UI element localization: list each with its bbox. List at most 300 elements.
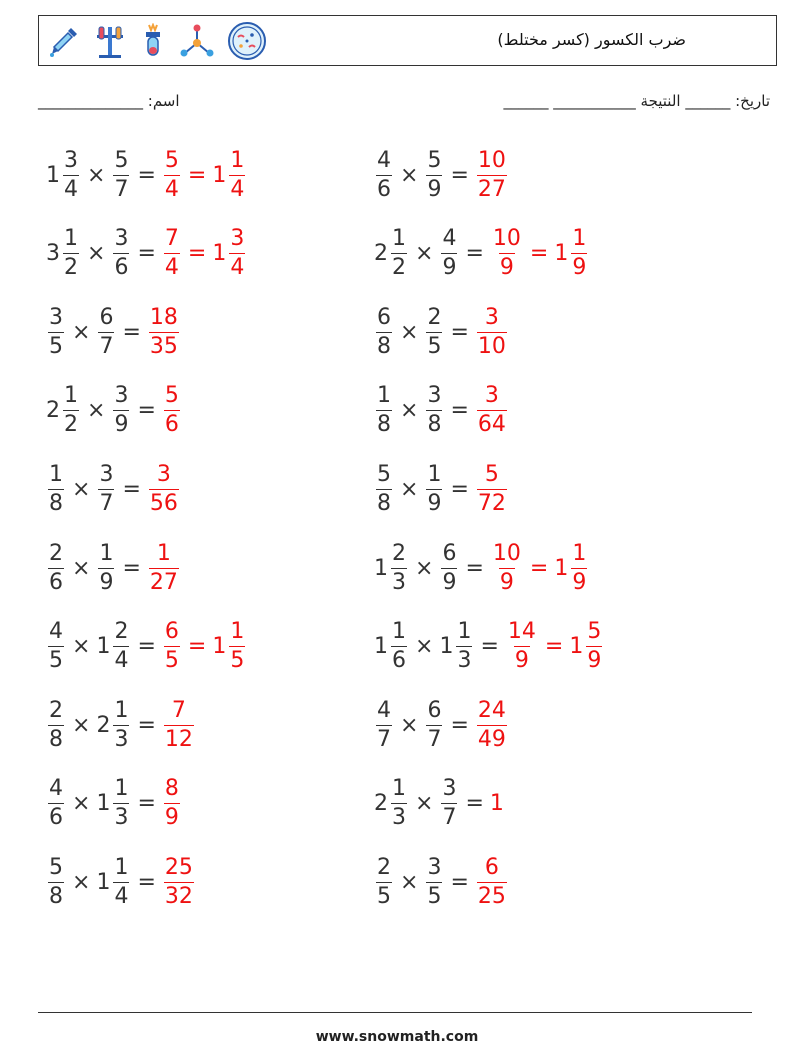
mixed-number: [374, 461, 394, 516]
numerator: 2: [49, 697, 63, 723]
denominator: 3: [392, 805, 406, 831]
denominator: 8: [49, 490, 63, 516]
denominator: 12: [164, 726, 193, 752]
whole-part: 1: [439, 634, 454, 660]
numerator: 3: [49, 304, 63, 330]
fraction: [149, 461, 179, 516]
fraction: [113, 147, 129, 202]
fraction: [426, 385, 442, 436]
numerator: 3: [427, 383, 442, 409]
mixed-number: [424, 385, 444, 436]
numerator: 5: [587, 619, 602, 645]
mixed-number: [490, 228, 524, 279]
numerator: 1: [392, 619, 406, 645]
equals-sign: =: [450, 398, 469, 424]
fraction: [113, 385, 129, 436]
problem-row: [374, 219, 589, 289]
numerator: 5: [164, 383, 179, 409]
answer: [475, 385, 509, 436]
mixed-number: [490, 540, 524, 595]
times-sign: ×: [400, 476, 419, 502]
fraction: [48, 461, 64, 516]
mixed-number: [96, 540, 116, 595]
fraction: [48, 854, 64, 909]
numerator: 18: [149, 304, 178, 330]
numerator: 25: [164, 854, 193, 880]
answer: [490, 791, 505, 816]
answer: [147, 540, 181, 595]
numerator: 5: [49, 854, 63, 880]
mixed-number: [475, 697, 509, 752]
fraction: [426, 854, 442, 909]
denominator: 6: [392, 648, 406, 674]
numerator: 2: [392, 540, 406, 566]
equals-sign: =: [450, 319, 469, 345]
fraction: [48, 697, 64, 752]
mixed-number: [111, 147, 131, 202]
numerator: 10: [492, 540, 521, 566]
mixed-number: [374, 385, 394, 436]
denominator: 3: [114, 805, 129, 831]
mixed-number: [374, 304, 394, 359]
mixed-number: [96, 461, 116, 516]
test-tube-rack-icon: [93, 23, 127, 59]
times-sign: ×: [400, 162, 419, 188]
mixed-number: [147, 304, 181, 359]
times-sign: ×: [400, 398, 419, 424]
denominator: 6: [49, 805, 63, 831]
test-tube-icon: [139, 23, 167, 59]
mixed-number: [475, 147, 509, 202]
mixed-number: [96, 697, 131, 752]
mixed-number: [46, 854, 66, 909]
mixed-number: [46, 228, 81, 279]
fraction: [376, 147, 392, 202]
mixed-number: [475, 461, 509, 516]
times-sign: ×: [87, 241, 106, 267]
equals-sign: =: [529, 241, 549, 267]
mixed-number: [212, 228, 247, 279]
denominator: 9: [114, 412, 129, 438]
times-sign: ×: [400, 319, 419, 345]
fraction: [391, 228, 407, 279]
denominator: 9: [99, 569, 114, 595]
answer: [162, 621, 247, 672]
whole-part: 1: [569, 634, 584, 660]
numerator: 3: [484, 383, 499, 409]
numerator: 1: [49, 461, 63, 487]
denominator: 32: [164, 883, 193, 909]
mixed-number: [439, 621, 474, 672]
fraction: [113, 854, 129, 909]
fraction: [113, 621, 129, 672]
answer: [162, 697, 196, 752]
numerator: 10: [492, 226, 521, 252]
fraction: [376, 385, 392, 436]
denominator: 5: [427, 333, 442, 359]
numerator: 4: [377, 697, 391, 723]
denominator: 27: [477, 176, 506, 202]
problem-row: [46, 769, 182, 839]
mixed-number: [475, 854, 509, 909]
fraction: [113, 778, 129, 829]
whole-part: 2: [374, 791, 388, 817]
denominator: 56: [149, 490, 178, 516]
equals-sign: =: [480, 634, 499, 660]
mixed-number: [46, 621, 66, 672]
fraction: [229, 147, 245, 202]
equals-sign: =: [465, 241, 484, 267]
problem-row: [374, 690, 509, 760]
mixed-number: [162, 385, 182, 436]
fraction: [426, 147, 442, 202]
mixed-number: [554, 228, 589, 279]
fraction: [164, 697, 194, 752]
denominator: 8: [427, 412, 442, 438]
mixed-number: [439, 540, 459, 595]
denominator: 2: [392, 255, 406, 281]
mixed-number: [46, 540, 66, 595]
mixed-number: [212, 147, 247, 202]
numerator: 1: [64, 226, 78, 252]
mixed-number: [424, 854, 444, 909]
fraction: [149, 540, 179, 595]
numerator: 4: [442, 226, 457, 252]
denominator: 9: [514, 648, 529, 674]
mixed-number: [111, 228, 131, 279]
mixed-number: [111, 385, 131, 436]
equals-sign: =: [187, 241, 207, 267]
equals-sign: =: [450, 869, 469, 895]
fraction: [477, 385, 507, 436]
numerator: 3: [484, 304, 499, 330]
problem-row: [374, 612, 604, 682]
problem-row: [46, 847, 196, 917]
numerator: 5: [427, 147, 442, 173]
mixed-number: [505, 621, 539, 672]
denominator: 9: [427, 490, 442, 516]
fraction: [164, 621, 180, 672]
fraction: [376, 697, 392, 752]
times-sign: ×: [87, 398, 106, 424]
equals-sign: =: [450, 162, 469, 188]
fraction: [391, 540, 407, 595]
mixed-number: [374, 228, 409, 279]
denominator: 9: [499, 569, 514, 595]
fraction: [48, 778, 64, 829]
denominator: 5: [164, 648, 179, 674]
icon-row: [47, 20, 267, 62]
mixed-number: [439, 228, 459, 279]
numerator: 6: [377, 304, 391, 330]
fraction: [113, 228, 129, 279]
answer: [162, 385, 182, 436]
denominator: 9: [587, 648, 602, 674]
denominator: 6: [164, 412, 179, 438]
problem-row: [46, 219, 247, 289]
equals-sign: =: [122, 319, 141, 345]
numerator: 3: [230, 226, 245, 252]
equals-sign: =: [137, 712, 156, 738]
denominator: 9: [442, 255, 457, 281]
denominator: 7: [99, 333, 114, 359]
denominator: 6: [114, 255, 129, 281]
equals-sign: =: [137, 634, 156, 660]
mixed-number: [96, 304, 116, 359]
whole-part: 3: [46, 241, 60, 267]
whole-part: 1: [374, 555, 388, 581]
mixed-number: [374, 854, 394, 909]
fraction: [164, 778, 180, 829]
mixed-number: [46, 461, 66, 516]
denominator: 5: [427, 883, 442, 909]
fraction: [441, 540, 457, 595]
denominator: 8: [377, 333, 391, 359]
header-box: [38, 15, 777, 66]
numerator: 1: [377, 383, 391, 409]
denominator: 4: [64, 176, 78, 202]
equals-sign: =: [137, 241, 156, 267]
fraction: [376, 304, 392, 359]
denominator: 7: [99, 490, 114, 516]
answer: [162, 147, 247, 202]
fraction: [492, 228, 522, 279]
denominator: 64: [477, 412, 506, 438]
mixed-number: [374, 540, 409, 595]
fraction: [98, 304, 114, 359]
problem-row: [374, 454, 509, 524]
problem-row: [46, 140, 247, 210]
fraction: [164, 854, 194, 909]
mixed-number: [424, 304, 444, 359]
denominator: 7: [377, 726, 391, 752]
mixed-number: [96, 854, 131, 909]
equals-sign: =: [187, 162, 207, 188]
dropper-icon: [47, 24, 81, 58]
whole-part: 1: [96, 634, 111, 660]
denominator: 3: [114, 726, 129, 752]
problem-row: [46, 612, 247, 682]
answer: [490, 540, 589, 595]
numerator: 4: [49, 619, 63, 645]
mixed-number: [162, 697, 196, 752]
problem-row: [46, 533, 181, 603]
answer: [475, 304, 509, 359]
numerator: 3: [99, 461, 114, 487]
numerator: 7: [164, 226, 179, 252]
times-sign: ×: [415, 555, 434, 581]
mixed-number: [147, 540, 181, 595]
fraction: [456, 621, 472, 672]
whole-part: 1: [96, 869, 111, 895]
denominator: 5: [230, 648, 245, 674]
mixed-number: [374, 147, 394, 202]
mixed-number: [424, 461, 444, 516]
numerator: 4: [49, 776, 63, 802]
numerator: 6: [99, 304, 114, 330]
numerator: 2: [427, 304, 442, 330]
mixed-number: [569, 621, 604, 672]
whole-part: 1: [374, 634, 388, 660]
denominator: 7: [442, 805, 457, 831]
whole-part: 2: [46, 398, 60, 424]
whole-part: 1: [96, 791, 111, 817]
times-sign: ×: [72, 869, 91, 895]
fraction: [48, 304, 64, 359]
times-sign: ×: [72, 319, 91, 345]
times-sign: ×: [415, 241, 434, 267]
whole-part: 1: [489, 791, 504, 817]
denominator: 8: [377, 412, 391, 438]
date-score-field: تاريخ: ______ النتيجة ___________ ______: [503, 92, 770, 110]
whole-part: 2: [374, 241, 388, 267]
numerator: 5: [164, 147, 179, 173]
numerator: 8: [164, 776, 179, 802]
denominator: 9: [499, 255, 514, 281]
denominator: 4: [230, 176, 245, 202]
denominator: 9: [164, 805, 179, 831]
numerator: 1: [572, 226, 587, 252]
numerator: 4: [377, 147, 391, 173]
worksheet-title: ضرب الكسور (كسر مختلط): [497, 30, 686, 49]
denominator: 8: [377, 490, 391, 516]
mixed-number: [147, 461, 181, 516]
numerator: 3: [427, 854, 442, 880]
mixed-number: [162, 778, 182, 829]
denominator: 2: [64, 255, 78, 281]
numerator: 24: [477, 697, 506, 723]
mixed-number: [46, 697, 66, 752]
name-field: اسم: ______________: [38, 92, 180, 110]
denominator: 4: [164, 176, 179, 202]
denominator: 3: [457, 648, 472, 674]
equals-sign: =: [122, 555, 141, 581]
fraction: [477, 304, 507, 359]
footer-url: www.snowmath.com: [315, 1029, 479, 1045]
fraction: [229, 228, 245, 279]
denominator: 5: [49, 648, 63, 674]
mixed-number: [162, 147, 182, 202]
mixed-number: [162, 228, 182, 279]
numerator: 3: [156, 461, 171, 487]
denominator: 35: [149, 333, 178, 359]
equals-sign: =: [450, 476, 469, 502]
mixed-number: [46, 385, 81, 436]
denominator: 2: [64, 412, 78, 438]
mixed-number: [46, 147, 81, 202]
problem-row: [374, 376, 509, 446]
numerator: 1: [392, 226, 406, 252]
equals-sign: =: [465, 791, 484, 817]
equals-sign: =: [544, 634, 564, 660]
mixed-number: [96, 778, 131, 829]
problem-row: [374, 140, 509, 210]
numerator: 6: [484, 854, 499, 880]
whole-part: 1: [46, 162, 60, 188]
denominator: 9: [442, 569, 457, 595]
denominator: 25: [477, 883, 506, 909]
fraction: [391, 778, 407, 829]
denominator: 7: [427, 726, 442, 752]
numerator: 6: [164, 619, 179, 645]
problem-row: [374, 769, 505, 839]
times-sign: ×: [400, 712, 419, 738]
mixed-number: [554, 540, 589, 595]
whole-part: 1: [212, 241, 227, 267]
fraction: [376, 854, 392, 909]
answer: [162, 778, 182, 829]
times-sign: ×: [415, 634, 434, 660]
numerator: 1: [572, 540, 587, 566]
denominator: 4: [114, 883, 129, 909]
numerator: 6: [427, 697, 442, 723]
problem-row: [374, 297, 509, 367]
fraction: [426, 304, 442, 359]
answer: [505, 621, 604, 672]
numerator: 1: [99, 540, 114, 566]
molecule-icon: [179, 23, 215, 59]
times-sign: ×: [72, 555, 91, 581]
denominator: 8: [49, 726, 63, 752]
fraction: [376, 461, 392, 516]
fraction: [391, 621, 407, 672]
problem-row: [46, 690, 196, 760]
problem-row: [374, 847, 509, 917]
mixed-number: [490, 791, 505, 816]
numerator: 10: [477, 147, 506, 173]
denominator: 5: [377, 883, 391, 909]
equals-sign: =: [137, 869, 156, 895]
mixed-number: [46, 304, 66, 359]
numerator: 3: [64, 147, 78, 173]
denominator: 5: [49, 333, 63, 359]
fraction: [492, 540, 522, 595]
fraction: [149, 304, 179, 359]
times-sign: ×: [72, 712, 91, 738]
numerator: 5: [484, 461, 499, 487]
denominator: 7: [114, 176, 129, 202]
numerator: 7: [171, 697, 186, 723]
petri-dish-icon: [227, 21, 267, 61]
fraction: [164, 385, 180, 436]
fraction: [441, 778, 457, 829]
denominator: 4: [114, 648, 129, 674]
numerator: 2: [49, 540, 63, 566]
fraction: [477, 697, 507, 752]
whole-part: 1: [212, 634, 227, 660]
fraction: [98, 540, 114, 595]
numerator: 1: [457, 619, 472, 645]
fraction: [507, 621, 537, 672]
numerator: 2: [114, 619, 129, 645]
answer: [475, 461, 509, 516]
equals-sign: =: [187, 634, 207, 660]
problem-row: [46, 297, 181, 367]
mixed-number: [96, 621, 131, 672]
fraction: [63, 385, 79, 436]
equals-sign: =: [529, 555, 549, 581]
times-sign: ×: [72, 634, 91, 660]
answer: [147, 461, 181, 516]
numerator: 2: [377, 854, 391, 880]
numerator: 1: [427, 461, 442, 487]
denominator: 10: [477, 333, 506, 359]
times-sign: ×: [87, 162, 106, 188]
mixed-number: [374, 697, 394, 752]
answer: [147, 304, 181, 359]
problem-row: [46, 454, 181, 524]
times-sign: ×: [72, 476, 91, 502]
